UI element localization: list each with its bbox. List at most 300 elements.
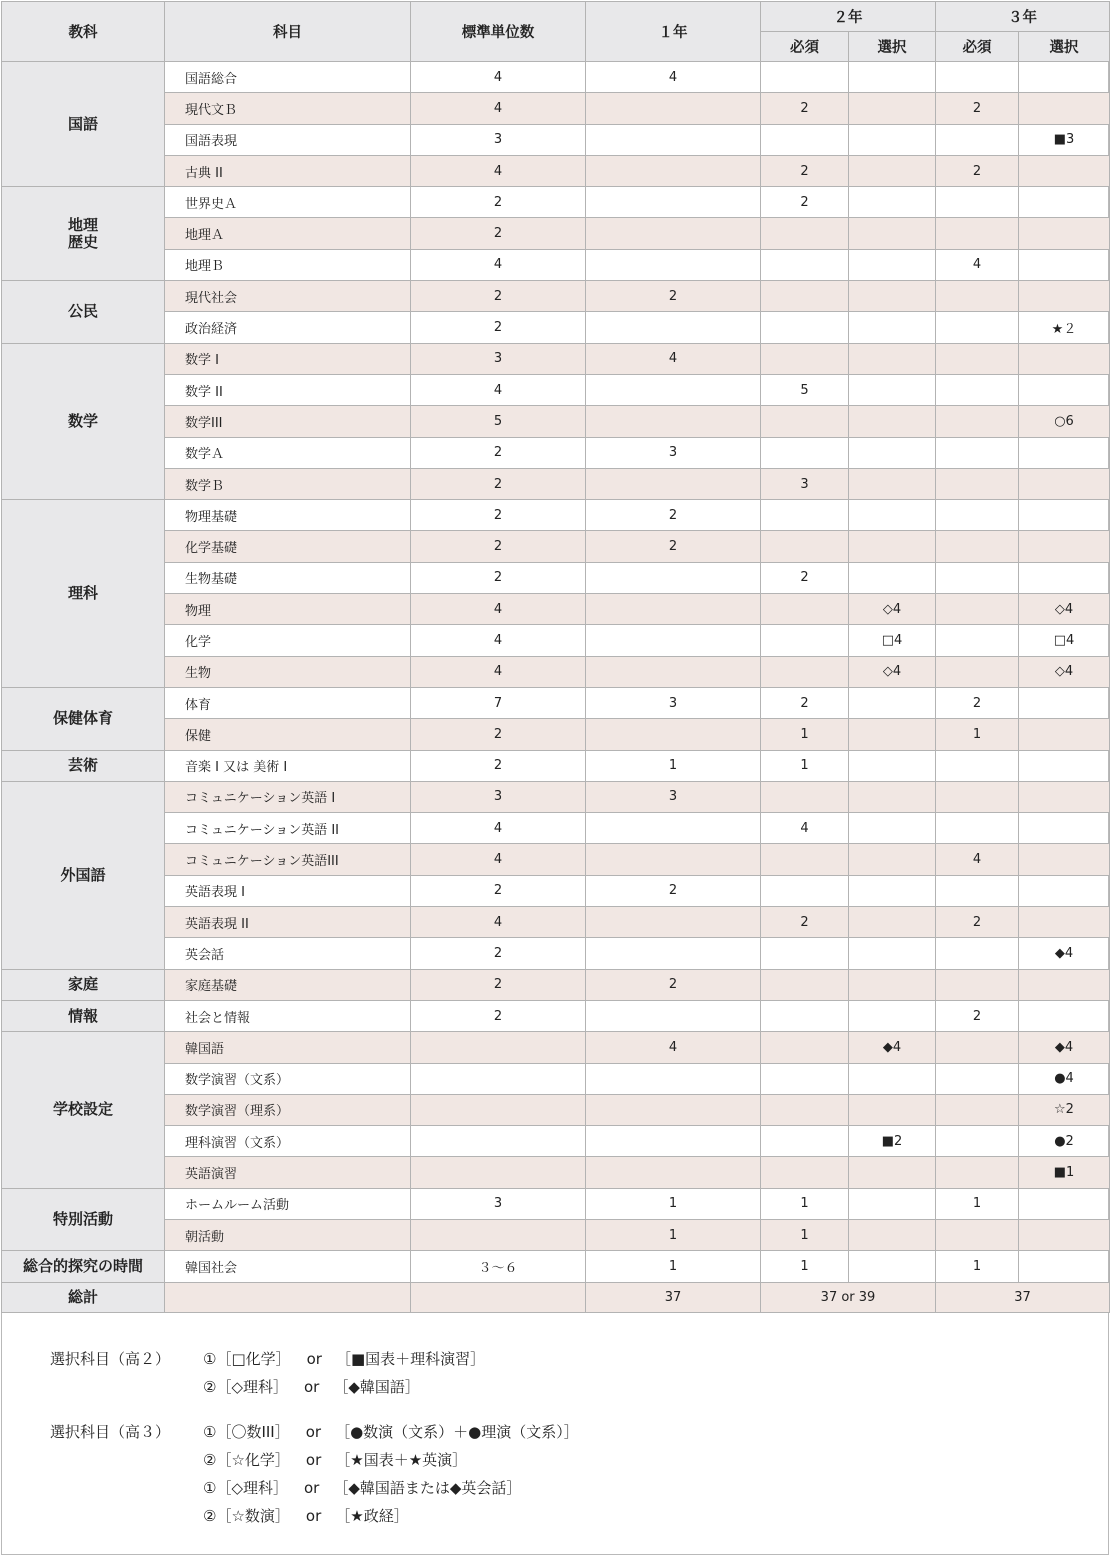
year2-elective <box>849 1000 936 1031</box>
standard-units <box>411 1063 586 1094</box>
standard-units: 5 <box>411 406 586 437</box>
year1-units: 2 <box>586 875 761 906</box>
header-year2-required: 必須 <box>761 32 849 62</box>
standard-units: 7 <box>411 687 586 718</box>
table-row <box>2 343 1110 374</box>
year3-elective <box>1019 687 1110 718</box>
standard-units: 2 <box>411 938 586 969</box>
year1-units: 4 <box>586 343 761 374</box>
year3-required: 1 <box>936 1188 1019 1219</box>
table-row <box>2 155 1110 186</box>
year2-elective <box>849 813 936 844</box>
year3-elective <box>1019 500 1110 531</box>
year1-units <box>586 562 761 593</box>
course-name: 生物基礎 <box>165 562 411 593</box>
standard-units: 2 <box>411 312 586 343</box>
standard-units: 4 <box>411 625 586 656</box>
standard-units: 3 <box>411 124 586 155</box>
course-name: 古典 II <box>165 155 411 186</box>
year3-elective <box>1019 187 1110 218</box>
year3-elective <box>1019 813 1110 844</box>
table-row <box>2 844 1110 875</box>
option-b: ［■国表＋理科演習］ <box>335 1350 486 1368</box>
year2-elective <box>849 907 936 938</box>
year3-required: 2 <box>936 155 1019 186</box>
year2-required <box>761 844 849 875</box>
subject-area: 地理 歴史 <box>2 187 165 281</box>
year2-required <box>761 1063 849 1094</box>
course-name: 韓国社会 <box>165 1251 411 1282</box>
year3-elective <box>1019 343 1110 374</box>
year1-units <box>586 1157 761 1188</box>
year3-elective: ●4 <box>1019 1063 1110 1094</box>
year3-elective: ☆2 <box>1019 1094 1110 1125</box>
year2-elective <box>849 343 936 374</box>
table-row <box>2 1157 1110 1188</box>
year1-units <box>586 124 761 155</box>
total-year3: 37 <box>936 1282 1110 1312</box>
year3-required <box>936 781 1019 812</box>
year3-required <box>936 187 1019 218</box>
standard-units: 2 <box>411 187 586 218</box>
option-b: ［●数演（文系）＋●理演（文系）］ <box>335 1423 579 1441</box>
header-year2: ２年 <box>761 2 936 32</box>
standard-units: 4 <box>411 656 586 687</box>
year2-required <box>761 1157 849 1188</box>
year3-elective <box>1019 907 1110 938</box>
year3-required <box>936 1063 1019 1094</box>
standard-units: 4 <box>411 594 586 625</box>
table-row <box>2 406 1110 437</box>
year2-required: 2 <box>761 93 849 124</box>
year1-units <box>586 312 761 343</box>
or-separator: or <box>305 1423 322 1441</box>
year3-elective <box>1019 719 1110 750</box>
year1-units: 2 <box>586 500 761 531</box>
year3-required: 2 <box>936 93 1019 124</box>
note-line <box>203 1477 521 1498</box>
standard-units: 4 <box>411 249 586 280</box>
year3-required <box>936 562 1019 593</box>
year3-elective: ●2 <box>1019 1126 1110 1157</box>
year2-required: 4 <box>761 813 849 844</box>
option-a: ②［☆数演］ <box>203 1507 290 1525</box>
year2-elective <box>849 562 936 593</box>
or-separator: or <box>305 1451 322 1469</box>
subject-area: 家庭 <box>2 969 165 1000</box>
table-row <box>2 781 1110 812</box>
table-row <box>2 969 1110 1000</box>
standard-units: 2 <box>411 969 586 1000</box>
year3-required <box>936 312 1019 343</box>
standard-units: 2 <box>411 750 586 781</box>
year3-elective <box>1019 374 1110 405</box>
year2-elective <box>849 1251 936 1282</box>
course-name: 数学演習（理系） <box>165 1094 411 1125</box>
course-name: 現代文Ｂ <box>165 93 411 124</box>
year3-required: 1 <box>936 1251 1019 1282</box>
year2-elective <box>849 468 936 499</box>
course-name: 数学Ｂ <box>165 468 411 499</box>
year1-units: 3 <box>586 781 761 812</box>
year2-elective <box>849 249 936 280</box>
table-row <box>2 374 1110 405</box>
year2-elective <box>849 124 936 155</box>
year2-elective <box>849 969 936 1000</box>
table-row <box>2 468 1110 499</box>
year2-elective <box>849 1157 936 1188</box>
year3-elective: □4 <box>1019 625 1110 656</box>
subject-area: 総合的探究の時間 <box>2 1251 165 1282</box>
year3-elective <box>1019 249 1110 280</box>
course-name: 理科演習（文系） <box>165 1126 411 1157</box>
year1-units <box>586 1063 761 1094</box>
header-kyouka: 教科 <box>2 2 165 62</box>
standard-units: 3 <box>411 1188 586 1219</box>
table-row <box>2 687 1110 718</box>
course-name: 地理Ａ <box>165 218 411 249</box>
year3-elective <box>1019 1000 1110 1031</box>
year2-elective <box>849 844 936 875</box>
year3-elective: ■1 <box>1019 1157 1110 1188</box>
standard-units: 2 <box>411 875 586 906</box>
total-empty-course <box>165 1282 411 1312</box>
year3-required: 4 <box>936 249 1019 280</box>
standard-units: 2 <box>411 218 586 249</box>
year2-required <box>761 312 849 343</box>
year3-required <box>936 374 1019 405</box>
year3-elective <box>1019 750 1110 781</box>
course-name: 化学 <box>165 625 411 656</box>
year3-elective <box>1019 62 1110 93</box>
year3-elective <box>1019 969 1110 1000</box>
year3-required <box>936 875 1019 906</box>
standard-units: 2 <box>411 562 586 593</box>
course-name: 英会話 <box>165 938 411 969</box>
course-name: 数学演習（文系） <box>165 1063 411 1094</box>
header-year3: ３年 <box>936 2 1110 32</box>
year1-units <box>586 374 761 405</box>
table-row <box>2 594 1110 625</box>
table-row <box>2 625 1110 656</box>
standard-units: 4 <box>411 155 586 186</box>
option-b: ［◆韓国語］ <box>333 1378 420 1396</box>
year1-units <box>586 625 761 656</box>
year1-units <box>586 187 761 218</box>
table-row <box>2 249 1110 280</box>
table-row <box>2 218 1110 249</box>
option-b: ［◆韓国語または◆英会話］ <box>333 1479 522 1497</box>
year2-elective <box>849 875 936 906</box>
subject-area: 芸術 <box>2 750 165 781</box>
standard-units: 3 <box>411 343 586 374</box>
year2-required <box>761 1094 849 1125</box>
standard-units <box>411 1219 586 1250</box>
year3-required <box>936 218 1019 249</box>
course-name: コミュニケーション英語 I <box>165 781 411 812</box>
year3-elective <box>1019 281 1110 312</box>
year2-elective <box>849 938 936 969</box>
year2-elective <box>849 781 936 812</box>
subject-area: 数学 <box>2 343 165 499</box>
note-line <box>203 1376 420 1397</box>
year1-units <box>586 594 761 625</box>
year1-units <box>586 1126 761 1157</box>
year2-required <box>761 875 849 906</box>
year1-units: 4 <box>586 62 761 93</box>
year1-units: 3 <box>586 687 761 718</box>
course-name: 家庭基礎 <box>165 969 411 1000</box>
year3-elective <box>1019 781 1110 812</box>
year3-required <box>936 437 1019 468</box>
total-year2: 37 or 39 <box>761 1282 936 1312</box>
option-a: ①［□化学］ <box>203 1350 291 1368</box>
year2-elective: □4 <box>849 625 936 656</box>
year3-elective <box>1019 562 1110 593</box>
course-name: コミュニケーション英語III <box>165 844 411 875</box>
year1-units: 1 <box>586 1251 761 1282</box>
or-separator: or <box>303 1479 320 1497</box>
course-name: 政治経済 <box>165 312 411 343</box>
course-name: 物理 <box>165 594 411 625</box>
course-name: 国語総合 <box>165 62 411 93</box>
table-row <box>2 1000 1110 1031</box>
year2-required: 2 <box>761 562 849 593</box>
standard-units: 4 <box>411 844 586 875</box>
year1-units <box>586 1000 761 1031</box>
year2-required: 1 <box>761 1219 849 1250</box>
or-separator: or <box>305 1507 322 1525</box>
standard-units: 4 <box>411 907 586 938</box>
year1-units: 3 <box>586 437 761 468</box>
note-label: 選択科目（高３） <box>50 1423 171 1441</box>
year3-required <box>936 62 1019 93</box>
year2-required <box>761 281 849 312</box>
course-name: 体育 <box>165 687 411 718</box>
course-name: 英語表現 II <box>165 907 411 938</box>
table-row <box>2 124 1110 155</box>
year1-units <box>586 218 761 249</box>
total-label: 総計 <box>2 1282 165 1312</box>
year2-required <box>761 249 849 280</box>
year1-units <box>586 468 761 499</box>
table-row <box>2 1126 1110 1157</box>
header-standard-units: 標準単位数 <box>411 2 586 62</box>
table-row <box>2 1188 1110 1219</box>
year1-units: 1 <box>586 750 761 781</box>
option-b: ［★政経］ <box>335 1507 409 1525</box>
year2-required: 5 <box>761 374 849 405</box>
option-a: ①［◇理科］ <box>203 1479 288 1497</box>
year2-elective: ◆4 <box>849 1032 936 1063</box>
year2-required: 1 <box>761 719 849 750</box>
subject-area: 国語 <box>2 62 165 187</box>
course-name: 地理Ｂ <box>165 249 411 280</box>
year3-elective <box>1019 1188 1110 1219</box>
year3-elective <box>1019 155 1110 186</box>
year2-elective <box>849 312 936 343</box>
or-separator: or <box>303 1378 320 1396</box>
year2-required <box>761 343 849 374</box>
standard-units <box>411 1094 586 1125</box>
year2-elective <box>849 719 936 750</box>
course-name: 世界史Ａ <box>165 187 411 218</box>
year3-elective <box>1019 1251 1110 1282</box>
course-name: 社会と情報 <box>165 1000 411 1031</box>
course-name: 現代社会 <box>165 281 411 312</box>
or-separator: or <box>306 1350 322 1368</box>
year3-elective: ◆4 <box>1019 938 1110 969</box>
header-kamoku: 科目 <box>165 2 411 62</box>
year1-units <box>586 93 761 124</box>
year2-elective <box>849 406 936 437</box>
year3-elective: ◇4 <box>1019 656 1110 687</box>
year2-required <box>761 62 849 93</box>
year3-elective <box>1019 531 1110 562</box>
total-year1: 37 <box>586 1282 761 1312</box>
year3-elective: ◆4 <box>1019 1032 1110 1063</box>
year3-elective <box>1019 218 1110 249</box>
note-line <box>203 1421 579 1442</box>
year3-required <box>936 343 1019 374</box>
note-line <box>203 1505 409 1526</box>
year2-required <box>761 969 849 1000</box>
year1-units <box>586 938 761 969</box>
year2-required <box>761 124 849 155</box>
year1-units <box>586 719 761 750</box>
year3-elective: ◇4 <box>1019 594 1110 625</box>
year3-required <box>936 750 1019 781</box>
subject-area: 特別活動 <box>2 1188 165 1251</box>
year3-required <box>936 813 1019 844</box>
table-row <box>2 562 1110 593</box>
subject-area: 理科 <box>2 500 165 688</box>
table-row <box>2 62 1110 93</box>
year3-elective: ★２ <box>1019 312 1110 343</box>
year2-required <box>761 406 849 437</box>
standard-units: 2 <box>411 500 586 531</box>
course-name: 英語表現 I <box>165 875 411 906</box>
year3-required <box>936 1157 1019 1188</box>
course-name: 朝活動 <box>165 1219 411 1250</box>
year3-required <box>936 969 1019 1000</box>
year2-elective <box>849 218 936 249</box>
year2-elective <box>849 437 936 468</box>
year2-required: 1 <box>761 1251 849 1282</box>
year3-required <box>936 1126 1019 1157</box>
year1-units <box>586 155 761 186</box>
year2-elective <box>849 155 936 186</box>
year2-elective <box>849 687 936 718</box>
year2-elective: ◇4 <box>849 656 936 687</box>
year2-required: 1 <box>761 1188 849 1219</box>
year2-elective: ■2 <box>849 1126 936 1157</box>
subject-area: 学校設定 <box>2 1032 165 1188</box>
standard-units: 4 <box>411 813 586 844</box>
year2-elective <box>849 500 936 531</box>
header-year1: １年 <box>586 2 761 62</box>
year3-elective <box>1019 468 1110 499</box>
header-year3-elective: 選択 <box>1019 32 1110 62</box>
year2-required: 1 <box>761 750 849 781</box>
year3-required <box>936 1094 1019 1125</box>
standard-units: 2 <box>411 437 586 468</box>
year2-required: 2 <box>761 907 849 938</box>
year3-required <box>936 1032 1019 1063</box>
table-row <box>2 907 1110 938</box>
year1-units <box>586 907 761 938</box>
year1-units <box>586 406 761 437</box>
standard-units: 4 <box>411 93 586 124</box>
year3-required <box>936 500 1019 531</box>
table-row <box>2 500 1110 531</box>
table-row <box>2 531 1110 562</box>
year3-elective <box>1019 875 1110 906</box>
course-name: 数学 II <box>165 374 411 405</box>
table-row <box>2 187 1110 218</box>
year2-elective <box>849 93 936 124</box>
course-name: 化学基礎 <box>165 531 411 562</box>
year1-units: 4 <box>586 1032 761 1063</box>
year2-elective <box>849 1219 936 1250</box>
year2-elective <box>849 1063 936 1094</box>
year3-required <box>936 406 1019 437</box>
year1-units: 2 <box>586 531 761 562</box>
year2-elective <box>849 1188 936 1219</box>
total-row <box>2 1282 1110 1312</box>
table-row <box>2 1219 1110 1250</box>
year3-required: 4 <box>936 844 1019 875</box>
table-row <box>2 1251 1110 1282</box>
year1-units <box>586 1094 761 1125</box>
curriculum-table <box>1 1 1110 1313</box>
year2-required <box>761 531 849 562</box>
year3-required: 2 <box>936 1000 1019 1031</box>
year3-elective <box>1019 437 1110 468</box>
total-empty-standard <box>411 1282 586 1312</box>
course-name: 英語演習 <box>165 1157 411 1188</box>
year2-required <box>761 1000 849 1031</box>
table-row <box>2 719 1110 750</box>
year2-elective <box>849 531 936 562</box>
note-line <box>203 1348 485 1369</box>
course-name: 数学 I <box>165 343 411 374</box>
standard-units: 2 <box>411 1000 586 1031</box>
table-row <box>2 813 1110 844</box>
table-row <box>2 656 1110 687</box>
year3-elective: ○6 <box>1019 406 1110 437</box>
year2-elective: ◇4 <box>849 594 936 625</box>
table-row <box>2 1094 1110 1125</box>
standard-units: 3 <box>411 781 586 812</box>
standard-units: 2 <box>411 719 586 750</box>
table-row <box>2 93 1110 124</box>
course-name: ホームルーム活動 <box>165 1188 411 1219</box>
header-year2-elective: 選択 <box>849 32 936 62</box>
course-name: 数学III <box>165 406 411 437</box>
year2-required <box>761 1126 849 1157</box>
year2-required <box>761 781 849 812</box>
year2-required <box>761 938 849 969</box>
year2-required: 2 <box>761 155 849 186</box>
course-name: 物理基礎 <box>165 500 411 531</box>
year3-elective <box>1019 844 1110 875</box>
year2-elective <box>849 62 936 93</box>
standard-units: 2 <box>411 468 586 499</box>
year2-required <box>761 437 849 468</box>
year1-units <box>586 656 761 687</box>
year3-required: 1 <box>936 719 1019 750</box>
